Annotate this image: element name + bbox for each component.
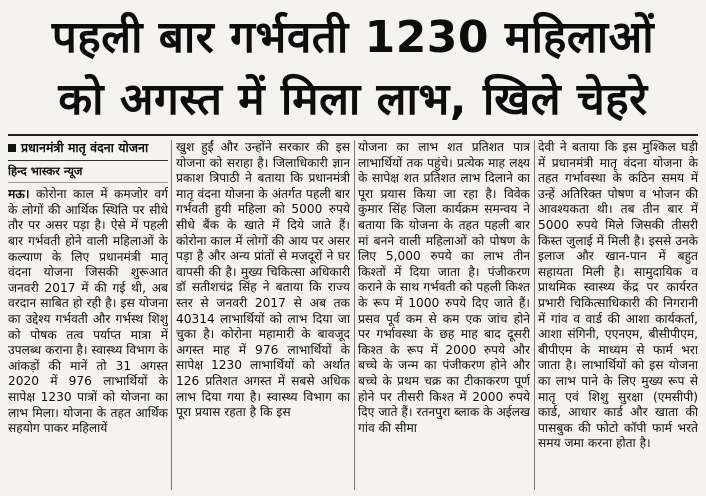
column-1-body: कोरोना काल में कमजोर वर्ग के लोगों की आर्थिक स्थिति पर सीधे तौर पर असर पड़ा है। ऐसे में पहली बार गर्भवती होने वाली महिलाओं के कल्याण के लिए प्रधानमंत्री मातृ वंदना योजना जिसकी शुरूआत जनवरी 2017 में की गई थी, अब वरदान साबित हो रही है। इस योजना का उद्देश्य गर्भवती और गर्भस्थ शिशु को पोषक तत्व पर्याप्त मात्रा में उपलब्ध कराना है। स्वास्थ्य विभाग के आंकड़ों की मानें तो 31 अगस्त 2020 में 976 लाभार्थियों के सापेक्ष 1230 पात्रों को योजना का लाभ मिला। योजना के तहत आर्थिक सहयोग पाकर महिलायें (8, 187, 168, 436)
section-kicker (8, 140, 168, 161)
column-divider-3 (534, 140, 535, 490)
column-4-text: देवी ने बताया कि इस मुश्किल घड़ी में प्रधानमंत्री मातृ वंदना योजना के तहत गर्भावस्था के कठिन समय में उन्हें अतिरिक्त पोषण व भोजन की आवश्यकता थी। तब तीन बार में 5000 रुपये मिले जिसकी तीसरी किस्त जुलाई में मिली है। इससे उनके इलाज और खान-पान में बहुत सहायता मिली है। सामुदायिक व प्राथमिक स्वास्थ्य केंद्र पर कार्यरत प्रभारी चिकित्साधिकारी की निगरानी में गांव व वार्ड की आशा कार्यकर्ता, आशा संगिनी, एएनएम, बीसीपीएम, बीपीएम के माध्यम से फार्म भरा जाता है। लाभार्थियों को इस योजना का लाभ पाने के लिए मुख्य रूप से मातृ एवं शिशु सुरक्षा (एमसीपी) कार्ड, आधार कार्ड और खाता की पासबुक की फोटो कॉपी फार्म भरते समय जमा करना होता है। (538, 140, 698, 451)
column-1 (8, 140, 168, 492)
column-2-text: खुश हुईं और उन्होंने सरकार की इस योजना को सराहा है। जिलाधिकारी ज्ञान प्रकाश त्रिपाठी ने बताया कि प्रधानमंत्री मातृ वंदना योजना के अंतर्गत पहली बार गर्भवती हुयी महिला को 5000 रुपये सीधे बैंक के खाते में दिये जाते हैं। कोरोना काल में लोगों की आय पर असर पड़ा है और अन्य प्रांतों से मजदूरों ने घर वापसी की है। मुख्य चिकित्सा अधिकारी डॉ सतीशचंद्र सिंह ने बताया कि राज्य स्तर से जनवरी 2017 से अब तक 40314 लाभार्थियों को लाभ दिया जा चुका है। कोरोना महामारी के बावजूद अगस्त माह में 976 लाभार्थियों के सापेक्ष 1230 लाभार्थियों को अर्थात 126 प्रतिशत अगस्त में सबसे अधिक लाभ दिया गया है। स्वास्थ्य विभाग का पूरा प्रयास रहता है कि इस (176, 140, 350, 420)
headline-line-2: को अगस्त में मिला लाभ, खिले चेहरे (58, 74, 648, 125)
column-divider-1 (171, 140, 172, 490)
byline: हिन्द भास्कर न्यूज (8, 164, 168, 184)
square-bullet-icon (8, 144, 16, 152)
column-2 (176, 140, 350, 492)
column-3-text: योजना का लाभ शत प्रतिशत पात्र लाभार्थियों तक पहुंचे। प्रत्येक माह लक्ष्य के सापेक्ष शत प्रतिशत लाभ दिलाने का पूरा प्रयास किया जा रहा है। विवेक कुमार सिंह जिला कार्यक्रम समन्वय ने बताया कि योजना के तहत पहली बार मां बनने वाली महिलाओं को पोषण के लिए 5,000 रुपये का लाभ तीन किश्तों में दिया जाता है। पंजीकरण कराने के साथ गर्भवती को पहली किश्त के रूप में 1000 रुपये दिए जाते हैं। प्रसव पूर्व कम से कम एक जांच होने पर गर्भावस्था के छह माह बाद दूसरी किश्त के रूप में 2000 रुपये और बच्चे के जन्म का पंजीकरण होने और बच्चे के प्रथम चक्र का टीकाकरण पूर्ण होने पर तीसरी किश्त में 2000 रुपये दिए जाते हैं। रतनपुरा ब्लाक के अईलख गांव की सीमा (358, 140, 530, 435)
dateline: मऊ। (8, 187, 30, 202)
headline-line-1: पहली बार गर्भवती 1230 महिलाओं (51, 12, 655, 63)
column-1-text (8, 187, 168, 437)
column-divider-2 (354, 140, 355, 490)
kicker-label: प्रधानमंत्री मातृ वंदना योजना (21, 140, 149, 155)
headline-rule (8, 134, 698, 136)
column-3 (358, 140, 530, 492)
column-4 (538, 140, 698, 492)
